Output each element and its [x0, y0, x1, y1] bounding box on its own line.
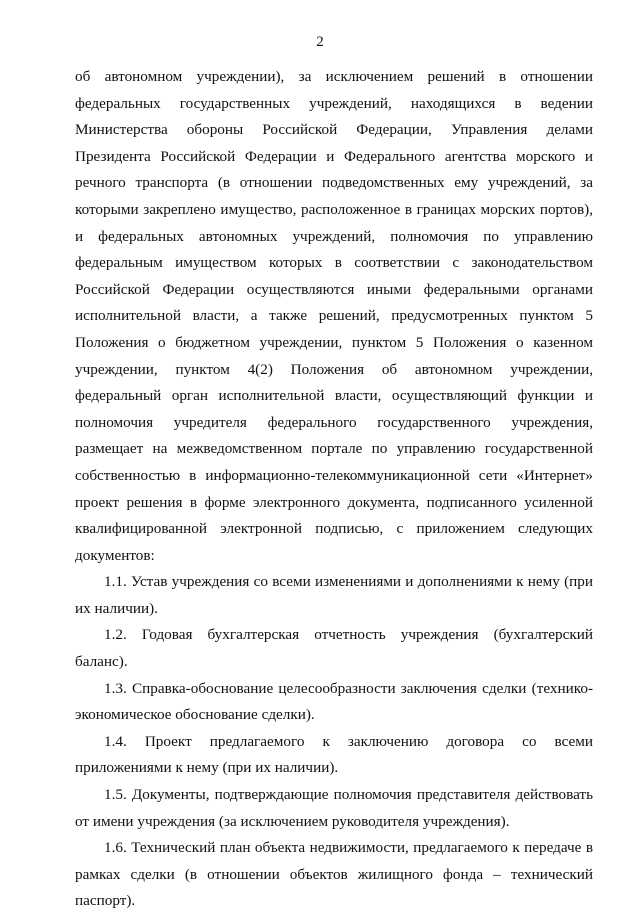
list-item-1-5: 1.5. Документы, подтверждающие полномочия представителя действовать от имени учреждения (за исключением руководителя учреждения). — [75, 786, 593, 830]
page-number: 2 — [316, 34, 324, 50]
list-item-1-3: 1.3. Справка-обоснование целесообразности заключения сделки (технико-экономическое обоснование сделки). — [75, 679, 593, 724]
intro-paragraph: об автономном учреждении), за исключением решений в отношении федеральных государственных учреждений, находящихся в ведении Министерства обороны Российской Федерации, Управления делами Президента Российской Федерации и Федерального агентства морского и речного транспорта (в отношении подведомственных ему учреждений, за которыми закреплено имущество, расположенное в границах морских портов), и федеральных автономных учреждений, полномочия по управлению федеральным имуществом которых в соответствии с законодательством Российской Федерации осуществляются иными федеральными органами исполнительной власти, а также решений, предусмотренных пунктом 5 Положения о бюджетном учреждении, пунктом 5 Положения о казенном учреждении, пунктом 4(2) Положения об автономном учреждении, федеральный орган исполнительной власти, осуществляющий функции и полномочия учредителя федерального государственного учреждения, размещает на межведомственном портале по управлению государственной собственностью в информационно-телекоммуникационной сети «Интернет» проект решения в форме электронного документа, подписанного усиленной квалифицированной электронной подписью, с приложением следующих документов: — [75, 68, 593, 564]
list-item-1-1: 1.1. Устав учреждения со всеми изменениями и дополнениями к нему (при их наличии). — [75, 573, 593, 617]
list-item-1-4: 1.4. Проект предлагаемого к заключению договора со всеми приложениями к нему (при их наличии). — [75, 732, 593, 777]
list-item-1-6: 1.6. Технический план объекта недвижимости, предлагаемого к передаче в рамках сделки (в отношении объектов жилищного фонда – технический паспорт). — [75, 839, 593, 910]
list-item-1-2: 1.2. Годовая бухгалтерская отчетность учреждения (бухгалтерский баланс). — [75, 626, 593, 671]
document-body — [75, 64, 593, 915]
